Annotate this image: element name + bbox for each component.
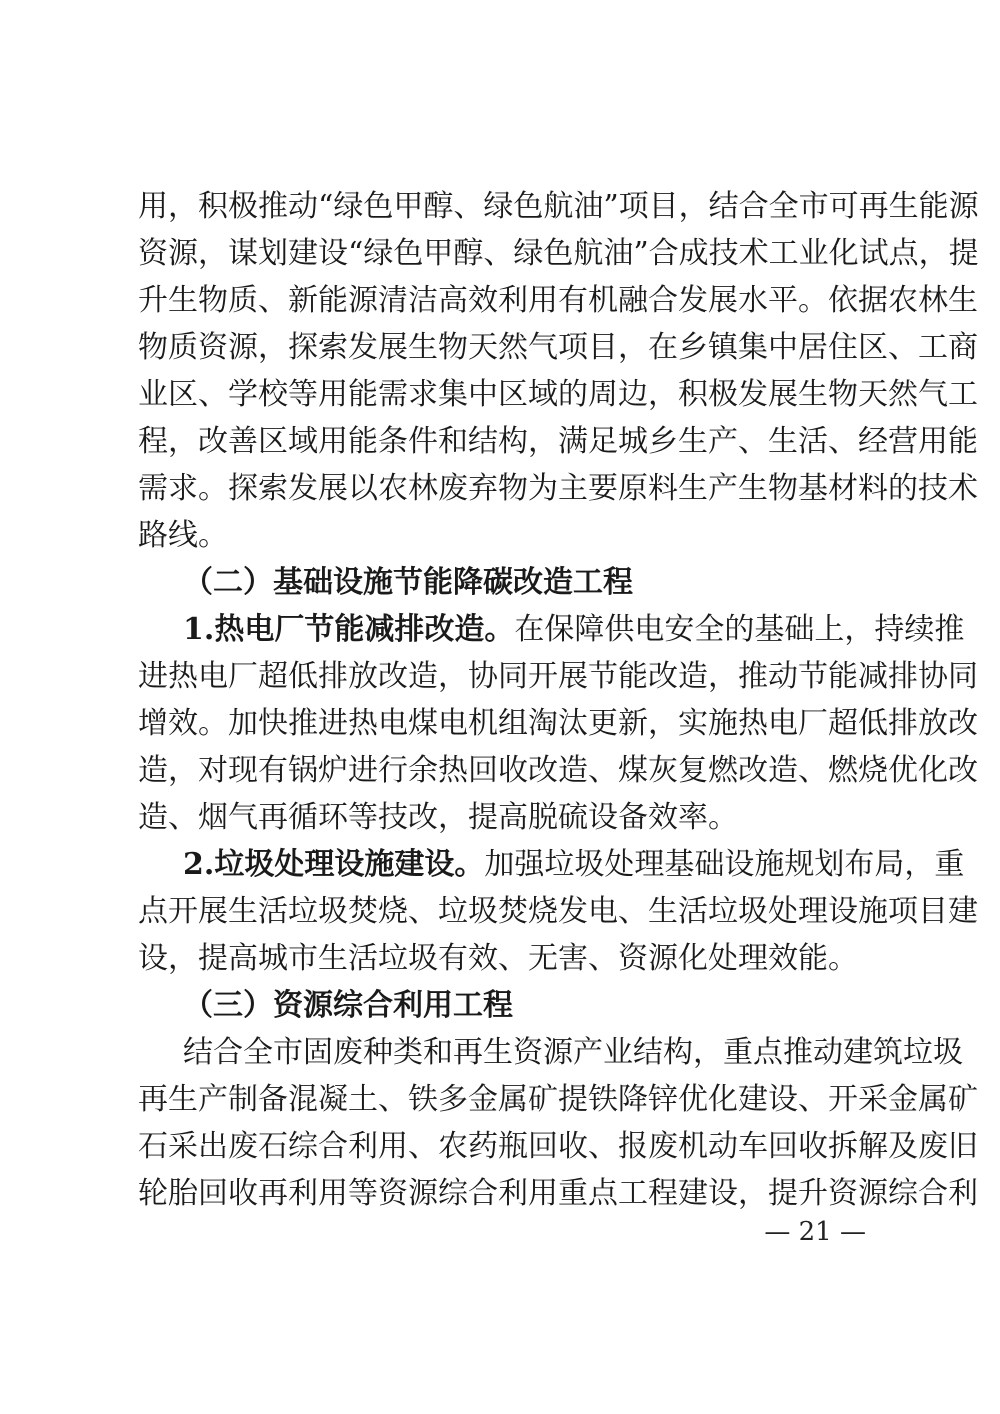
text-line: 设，提高城市生活垃圾有效、无害、资源化处理效能。 <box>138 941 858 976</box>
text-line: 结合全市固废种类和再生资源产业结构，重点推动建筑垃圾 <box>183 1035 963 1070</box>
text-line: 用，积极推动“绿色甲醇、绿色航油”项目，结合全市可再生能源 <box>138 189 979 224</box>
text-line: 增效。加快推进热电煤电机组淘汰更新，实施热电厂超低排放改 <box>138 706 978 741</box>
item-text: 在保障供电安全的基础上，持续推 <box>514 612 965 647</box>
item-text: 加强垃圾处理基础设施规划布局，重 <box>484 847 965 882</box>
text-line: 程，改善区域用能条件和结构，满足城乡生产、生活、经营用能 <box>138 424 978 459</box>
item-power-plant <box>138 606 978 841</box>
item-waste-treatment <box>138 841 978 982</box>
text-line: 造、烟气再循环等技改，提高脱硫设备效率。 <box>138 800 738 835</box>
text-line: 资源，谋划建设“绿色甲醇、绿色航油”合成技术工业化试点，提 <box>138 236 979 271</box>
text-line: 需求。探索发展以农林废弃物为主要原料生产生物基材料的技术 <box>138 471 978 506</box>
text-line: 点开展生活垃圾焚烧、垃圾焚烧发电、生活垃圾处理设施项目建 <box>138 894 978 929</box>
section-heading-2: （二）基础设施节能降碳改造工程 <box>183 565 633 600</box>
text-line: 路线。 <box>138 518 228 553</box>
text-line: 物质资源，探索发展生物天然气项目，在乡镇集中居住区、工商 <box>138 330 978 365</box>
text-line: 轮胎回收再利用等资源综合利用重点工程建设，提升资源综合利 <box>138 1176 978 1211</box>
document-body <box>138 183 979 1217</box>
text-line: 升生物质、新能源清洁高效利用有机融合发展水平。依据农林生 <box>138 283 978 318</box>
text-line <box>138 841 965 888</box>
section-heading-3: （三）资源综合利用工程 <box>183 988 513 1023</box>
text-line: 业区、学校等用能需求集中区域的周边，积极发展生物天然气工 <box>138 377 978 412</box>
text-line <box>138 606 965 653</box>
item-lead: 1.热电厂节能减排改造。 <box>183 612 515 647</box>
item-lead: 2.垃圾处理设施建设。 <box>183 847 485 882</box>
text-line: 进热电厂超低排放改造，协同开展节能改造，推动节能减排协同 <box>138 659 978 694</box>
page-number: — 21 — <box>764 1217 866 1247</box>
text-line: 造，对现有锅炉进行余热回收改造、煤灰复燃改造、燃烧优化改 <box>138 753 978 788</box>
text-line: 石采出废石综合利用、农药瓶回收、报废机动车回收拆解及废旧 <box>138 1129 978 1164</box>
paragraph-resource-utilization <box>138 1029 978 1217</box>
text-line: 再生产制备混凝土、铁多金属矿提铁降锌优化建设、开采金属矿 <box>138 1082 978 1117</box>
paragraph-biomass <box>138 183 979 559</box>
